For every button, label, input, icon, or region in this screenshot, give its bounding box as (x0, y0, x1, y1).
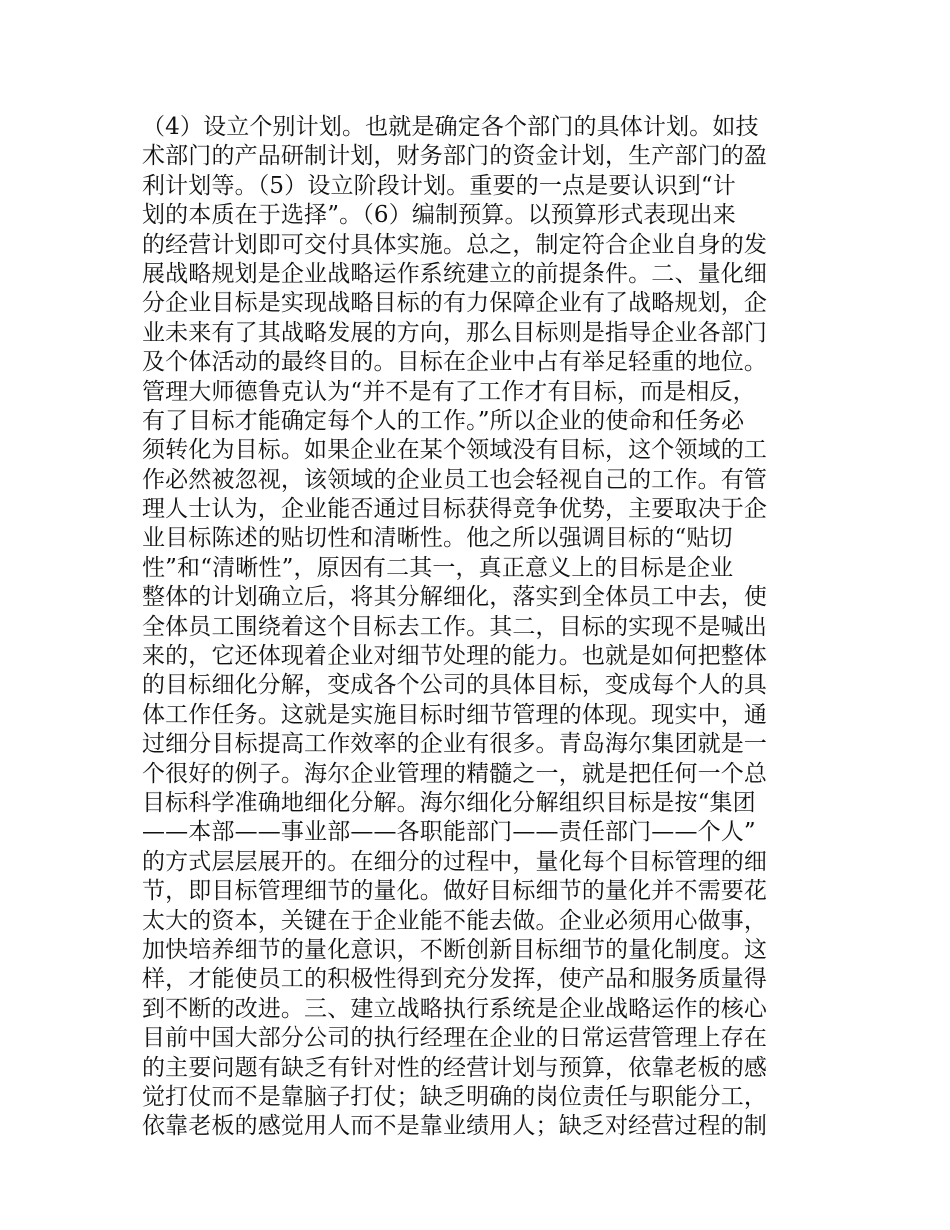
text-line: 过细分目标提高工作效率的企业有很多。青岛海尔集团就是一 (142, 731, 768, 758)
text-line: 有了目标才能确定每个人的工作。”所以企业的使命和任务必 (142, 407, 745, 434)
text-line: 节，即目标管理细节的量化。做好目标细节的量化并不需要花 (142, 878, 768, 905)
text-line: 太大的资本，关键在于企业能不能去做。企业必须用心做事， (142, 907, 768, 934)
text-line: 须转化为目标。如果企业在某个领域没有目标，这个领域的工 (142, 437, 768, 464)
text-line: 的目标细化分解，变成各个公司的具体目标，变成每个人的具 (142, 672, 768, 699)
text-line: 个很好的例子。海尔企业管理的精髓之一，就是把任何一个总 (142, 760, 768, 787)
text-line: 管理大师德鲁克认为“并不是有了工作才有目标，而是相反， (142, 378, 756, 405)
text-line: 利计划等。（5）设立阶段计划。重要的一点是要认识到“计 (142, 172, 736, 199)
text-line: 业目标陈述的贴切性和清晰性。他之所以强调目标的“贴切 (142, 525, 733, 552)
text-line: 分企业目标是实现战略目标的有力保障企业有了战略规划，企 (142, 290, 768, 317)
text-line: 整体的计划确立后，将其分解细化，落实到全体员工中去，使 (142, 584, 768, 611)
text-line: 理人士认为，企业能否通过目标获得竞争优势，主要取决于企 (142, 496, 768, 523)
text-line: 加快培养细节的量化意识，不断创新目标细节的量化制度。这 (142, 936, 768, 963)
text-line: 划的本质在于选择”。（6）编制预算。以预算形式表现出来 (142, 202, 736, 229)
text-line: ——本部——事业部——各职能部门——责任部门——个人” (142, 819, 756, 846)
text-line: （4）设立个别计划。也就是确定各个部门的具体计划。如技 (142, 114, 759, 140)
text-line: 术部门的产品研制计划，财务部门的资金计划，生产部门的盈 (142, 143, 768, 170)
text-line: 来的，它还体现着企业对细节处理的能力。也就是如何把整体 (142, 643, 768, 670)
text-line: 的经营计划即可交付具体实施。总之，制定符合企业自身的发 (142, 231, 768, 258)
body-text (142, 113, 812, 1142)
text-line: 觉打仗而不是靠脑子打仗；缺乏明确的岗位责任与职能分工， (142, 1083, 768, 1110)
text-line: 性”和“清晰性”，原因有二其一，真正意义上的目标是企业 (142, 554, 734, 581)
text-line: 样，才能使员工的积极性得到充分发挥，使产品和服务质量得 (142, 966, 768, 993)
text-line: 及个体活动的最终目的。目标在企业中占有举足轻重的地位。 (142, 349, 768, 376)
text-line: 目前中国大部分公司的执行经理在企业的日常运营管理上存在 (142, 1025, 768, 1052)
text-line: 全体员工围绕着这个目标去工作。其二，目标的实现不是喊出 (142, 613, 768, 640)
text-line: 的主要问题有缺乏有针对性的经营计划与预算，依靠老板的感 (142, 1054, 768, 1081)
text-line: 到不断的改进。三、建立战略执行系统是企业战略运作的核心 (142, 995, 768, 1022)
text-line: 的方式层层展开的。在细分的过程中，量化每个目标管理的细 (142, 848, 768, 875)
text-line: 业未来有了其战略发展的方向，那么目标则是指导企业各部门 (142, 319, 768, 346)
text-line: 目标科学准确地细化分解。海尔细化分解组织目标是按“集团 (142, 789, 756, 816)
text-line: 展战略规划是企业战略运作系统建立的前提条件。二、量化细 (142, 260, 768, 287)
text-line: 体工作任务。这就是实施目标时细节管理的体现。现实中，通 (142, 701, 768, 728)
text-line: 依靠老板的感觉用人而不是靠业绩用人；缺乏对经营过程的制 (142, 1113, 768, 1140)
text-line: 作必然被忽视，该领域的企业员工也会轻视自己的工作。有管 (142, 466, 768, 493)
